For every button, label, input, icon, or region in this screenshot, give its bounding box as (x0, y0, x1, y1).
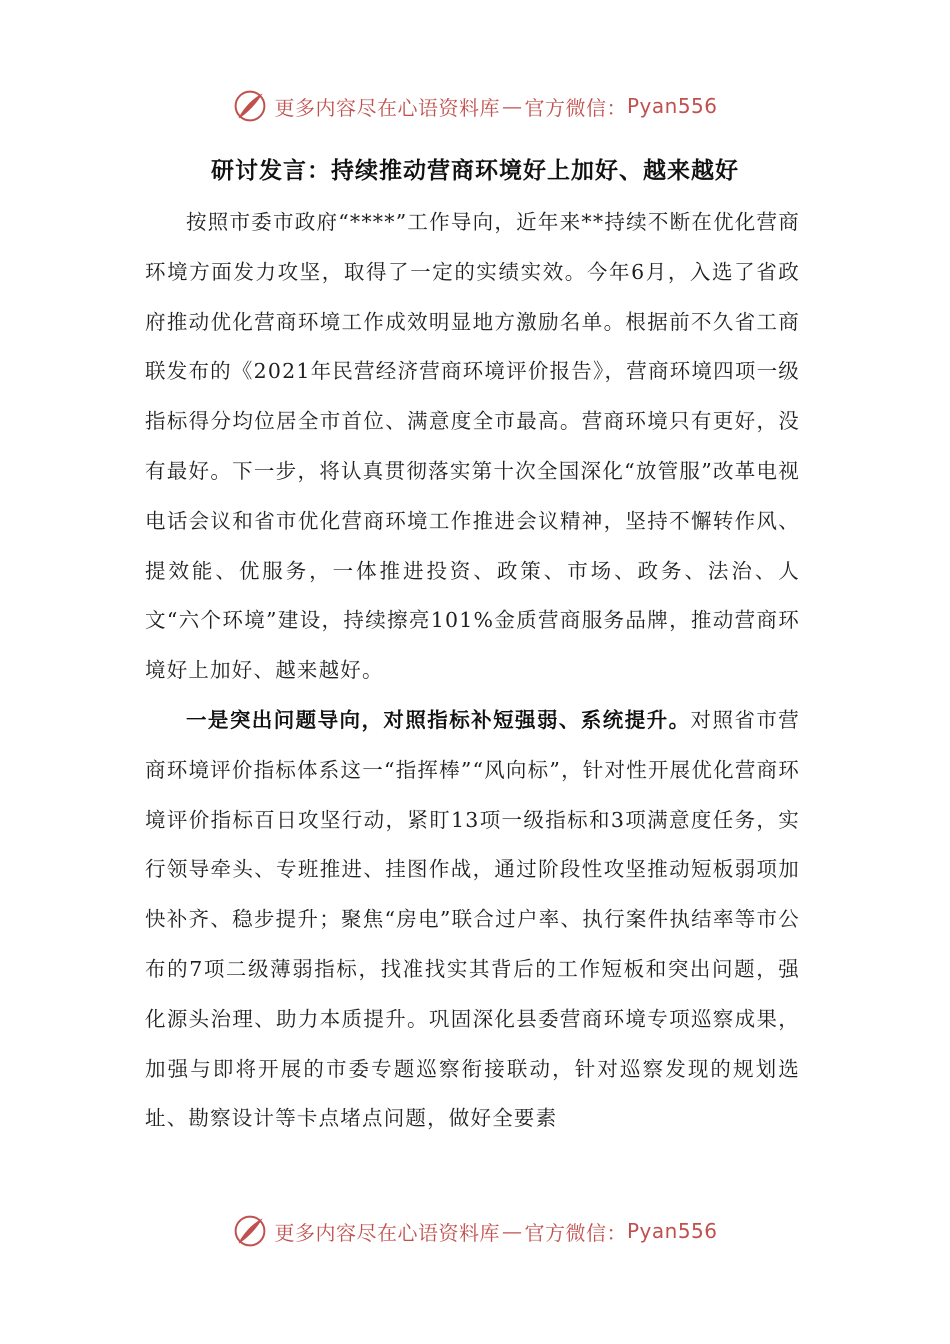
paragraph-lead: 一是突出问题导向，对照指标补短强弱、系统提升。 (186, 707, 691, 732)
quill-logo-icon (232, 88, 268, 124)
watermark-label: 官方微信： (524, 1220, 627, 1245)
watermark-header (0, 84, 950, 128)
paragraph-text: 对照省市营商环境评价指标体系这一“指挥棒”“风向标”，针对性开展优化营商环境评价指标百日攻坚行动，紧盯13项一级指标和3项满意度任务，实行领导牵头、专班推进、挂图作战，通过阶段性攻坚推动短板弱项加快补齐、稳步提升；聚焦“房电”联合过户率、执行案件执结率等市公布的7项二级薄弱指标，找准找实其背后的工作短板和突出问题，强化源头治理、助力本质提升。巩固深化县委营商环境专项巡察成果，加强与即将开展的市委专题巡察衔接联动，针对巡察发现的规划选址、勘察设计等卡点堵点问题，做好全要素 (145, 707, 800, 1131)
quill-logo-icon (232, 1213, 268, 1249)
watermark-text: 更多内容尽在心语资料库 (274, 1220, 500, 1245)
watermark-dash: — (501, 94, 523, 118)
paragraph-point-one (145, 696, 800, 1144)
watermark-label: 官方微信： (524, 95, 627, 120)
paragraph-text: 按照市委市政府“****”工作导向，近年来**持续不断在优化营商环境方面发力攻坚，取得了一定的实绩实效。今年6月，入选了省政府推动优化营商环境工作成效明显地方激励名单。根据前不久省工商联发布的《2021年民营经济营商环境评价报告》，营商环境四项一级指标得分均位居全市首位、满意度全市最高。营商环境只有更好，没有最好。下一步，将认真贯彻落实第十次全国深化“放管服”改革电视电话会议和省市优化营商环境工作推进会议精神，坚持不懈转作风、提效能、优服务，一体推进投资、政策、市场、政务、法治、人文“六个环境”建设，持续擦亮101%金质营商服务品牌，推动营商环境好上加好、越来越好。 (145, 210, 800, 683)
watermark-account: Pyan556 (626, 94, 718, 118)
document-body (145, 198, 800, 1144)
watermark-account: Pyan556 (626, 1219, 718, 1243)
watermark-dash: — (501, 1219, 523, 1243)
document-title: 研讨发言：持续推动营商环境好上加好、越来越好 (211, 158, 739, 184)
watermark-footer (0, 1209, 950, 1253)
paragraph-intro (145, 198, 800, 696)
watermark-text: 更多内容尽在心语资料库 (274, 95, 500, 120)
